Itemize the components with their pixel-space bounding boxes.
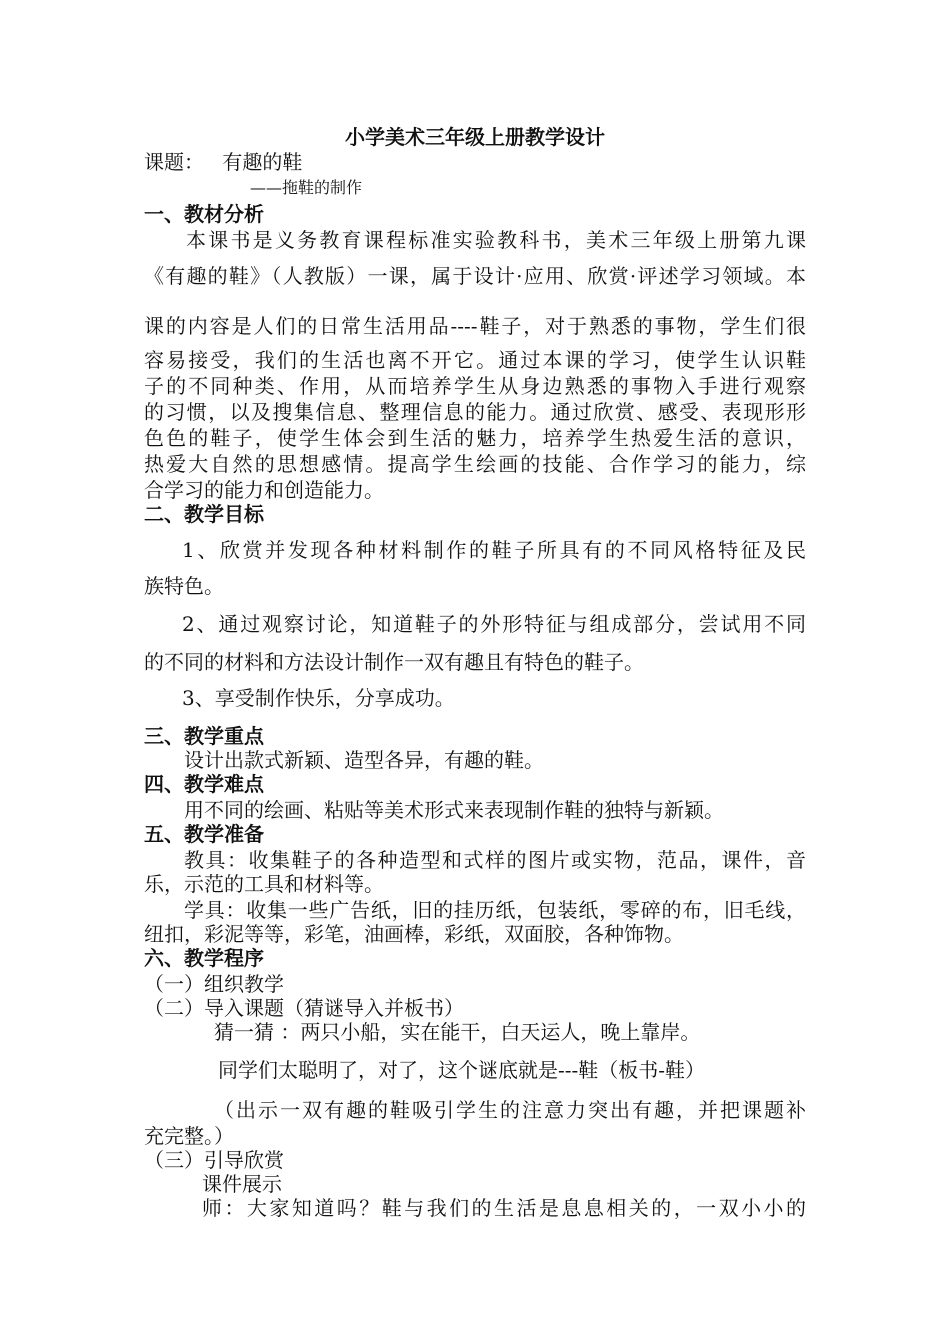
lesson-line <box>144 150 302 174</box>
section-1-line: 本课书是义务教育课程标准实验教科书，美术三年级上册第九课 <box>186 228 806 252</box>
section-5-line: 纽扣，彩泥等等，彩笔，油画棒，彩纸，双面胶，各种饰物。 <box>144 922 684 946</box>
section-2-line: 族特色。 <box>144 574 224 598</box>
section-2-line: 2、通过观察讨论，知道鞋子的外形特征与组成部分，尝试用不同 <box>182 612 806 636</box>
document-title: 小学美术三年级上册教学设计 <box>345 125 605 149</box>
section-2-line: 的不同的材料和方法设计制作一双有趣且有特色的鞋子。 <box>144 650 644 674</box>
section-6-line: （出示一双有趣的鞋吸引学生的注意力突出有趣，并把课题补 <box>214 1098 806 1122</box>
section-2-heading: 二、教学目标 <box>144 502 264 526</box>
section-6-heading: 六、教学程序 <box>144 946 264 970</box>
section-1-line: 《有趣的鞋》（人教版）一课，属于设计·应用、欣赏·评述学习领域。本 <box>144 264 806 288</box>
section-1-line: 热爱大自然的思想感情。提高学生绘画的技能、合作学习的能力，综 <box>144 452 806 476</box>
section-6-line: （三）引导欣赏 <box>144 1148 284 1172</box>
section-6-line: 同学们太聪明了，对了，这个谜底就是---鞋（板书-鞋） <box>218 1058 706 1082</box>
section-1-line: 色色的鞋子，使学生体会到生活的魅力，培养学生热爱生活的意识， <box>144 426 806 450</box>
lesson-label: 课题： <box>144 150 204 174</box>
section-1-line: 子的不同种类、作用，从而培养学生从身边熟悉的事物入手进行观察 <box>144 374 806 398</box>
lesson-title: 有趣的鞋 <box>222 150 303 174</box>
section-1-line: 课的内容是人们的日常生活用品----鞋子，对于熟悉的事物，学生们很 <box>144 314 806 338</box>
section-1-line: 的习惯，以及搜集信息、整理信息的能力。通过欣赏、感受、表现形形 <box>144 400 806 424</box>
section-2-line: 1、欣赏并发现各种材料制作的鞋子所具有的不同风格特征及民 <box>182 538 806 562</box>
section-4-line: 用不同的绘画、粘贴等美术形式来表现制作鞋的独特与新颖。 <box>184 798 724 822</box>
section-5-line: 乐，示范的工具和材料等。 <box>144 872 384 896</box>
section-6-line: 师：大家知道吗？鞋与我们的生活是息息相关的，一双小小的 <box>202 1196 806 1220</box>
section-6-line: 猜一猜 ：两只小船，实在能干，白天运人，晚上靠岸。 <box>214 1020 701 1044</box>
section-2-line: 3、享受制作快乐，分享成功。 <box>182 686 455 710</box>
section-3-heading: 三、教学重点 <box>144 724 264 748</box>
section-1-heading: 一、教材分析 <box>144 202 264 226</box>
section-6-line: （一）组织教学 <box>144 972 284 996</box>
section-1-line: 合学习的能力和创造能力。 <box>144 478 384 502</box>
section-5-heading: 五、教学准备 <box>144 822 264 846</box>
section-1-line: 容易接受，我们的生活也离不开它。通过本课的学习，使学生认识鞋 <box>144 348 806 372</box>
lesson-subtitle: ——拖鞋的制作 <box>250 178 363 197</box>
section-6-line: 课件展示 <box>202 1172 282 1196</box>
section-3-line: 设计出款式新颖、造型各异，有趣的鞋。 <box>184 748 544 772</box>
section-5-line: 学具：收集一些广告纸，旧的挂历纸，包装纸，零碎的布，旧毛线， <box>184 898 806 922</box>
section-4-heading: 四、教学难点 <box>144 772 264 796</box>
section-6-line: 充完整。） <box>144 1124 234 1148</box>
section-5-line: 教具：收集鞋子的各种造型和式样的图片或实物，范品，课件，音 <box>184 848 806 872</box>
section-6-line: （二）导入课题（猜谜导入并板书） <box>144 996 464 1020</box>
